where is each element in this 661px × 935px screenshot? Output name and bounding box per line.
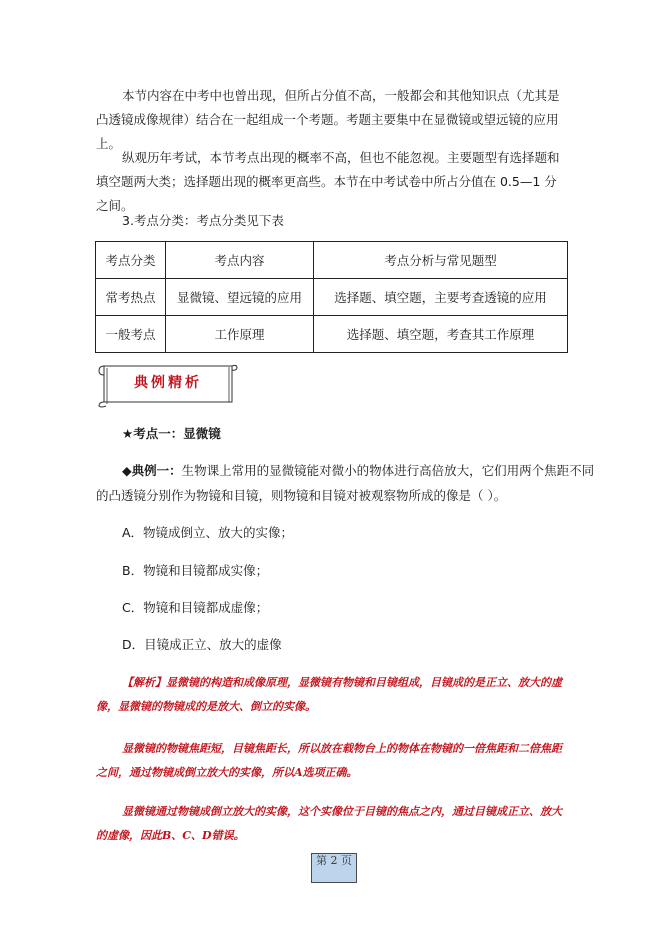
- table-cell: 一般考点: [96, 316, 166, 353]
- table-cell: 选择题、填空题，考查其工作原理: [314, 316, 568, 353]
- example-label: ◆典例一：: [122, 463, 182, 478]
- section-banner: [98, 362, 238, 408]
- table-cell: 常考热点: [96, 279, 166, 316]
- example-question-text: 生物课上常用的显微镜能对微小的物体进行高倍放大，它们用两个焦距不同: [181, 463, 595, 478]
- classification-heading: 3.考点分类：考点分类见下表: [122, 213, 284, 228]
- analysis-paragraph-2: 显微镜的物镜焦距短，目镜焦距长，所以放在载物台上的物体在物镜的一倍焦距和二倍焦距之间，通过物镜成倒立放大的实像，所以A选项正确。: [96, 742, 562, 779]
- table-header-cell: 考点分析与常见题型: [314, 242, 568, 279]
- option-a: A．物镜成倒立、放大的实像；: [122, 525, 294, 540]
- option-b: B．物镜和目镜都成实像；: [122, 563, 269, 578]
- table-row: [96, 316, 568, 353]
- exam-point-table: [95, 241, 568, 353]
- intro-paragraph-1: 本节内容在中考中也曾出现，但所占分值不高，一般都会和其他知识点（尤其是凸透镜成像规律）结合在一起组成一个考题。考题主要集中在显微镜或望远镜的应用上。: [96, 88, 560, 151]
- table-header-cell: 考点分类: [96, 242, 166, 279]
- example-question-line-2: 的凸透镜分别作为物镜和目镜，则物镜和目镜对被观察物所成的像是（ ）。: [96, 488, 507, 503]
- page-number-badge: 第 2 页: [311, 853, 357, 883]
- example-question-line-1: [122, 462, 594, 480]
- section-title: ★考点一：显微镜: [122, 426, 221, 441]
- option-d: D．目镜成正立、放大的虚像: [122, 637, 282, 652]
- analysis-paragraph-3: 显微镜通过物镜成倒立放大的实像，这个实像位于目镜的焦点之内，通过目镜成正立、放大的虚像，因此B、C、D错误。: [96, 805, 562, 842]
- table-cell: 显微镜、望远镜的应用: [166, 279, 314, 316]
- table-header-row: [96, 242, 568, 279]
- table-row: [96, 279, 568, 316]
- table-cell: 工作原理: [166, 316, 314, 353]
- analysis-paragraph-1: 【解析】显微镜的构造和成像原理，显微镜有物镜和目镜组成，目镜成的是正立、放大的虚像，显微镜的物镜成的是放大、倒立的实像。: [96, 676, 562, 713]
- intro-paragraph-2: 纵观历年考试，本节考点出现的概率不高，但也不能忽视。主要题型有选择题和填空题两大类；选择题出现的概率更高些。本节在中考试卷中所占分值在 0.5—1 分之间。: [96, 150, 560, 213]
- table-cell: 选择题、填空题，主要考查透镜的应用: [314, 279, 568, 316]
- banner-label: 典例精析: [134, 375, 202, 391]
- option-c: C．物镜和目镜都成虚像；: [122, 600, 269, 615]
- table-header-cell: 考点内容: [166, 242, 314, 279]
